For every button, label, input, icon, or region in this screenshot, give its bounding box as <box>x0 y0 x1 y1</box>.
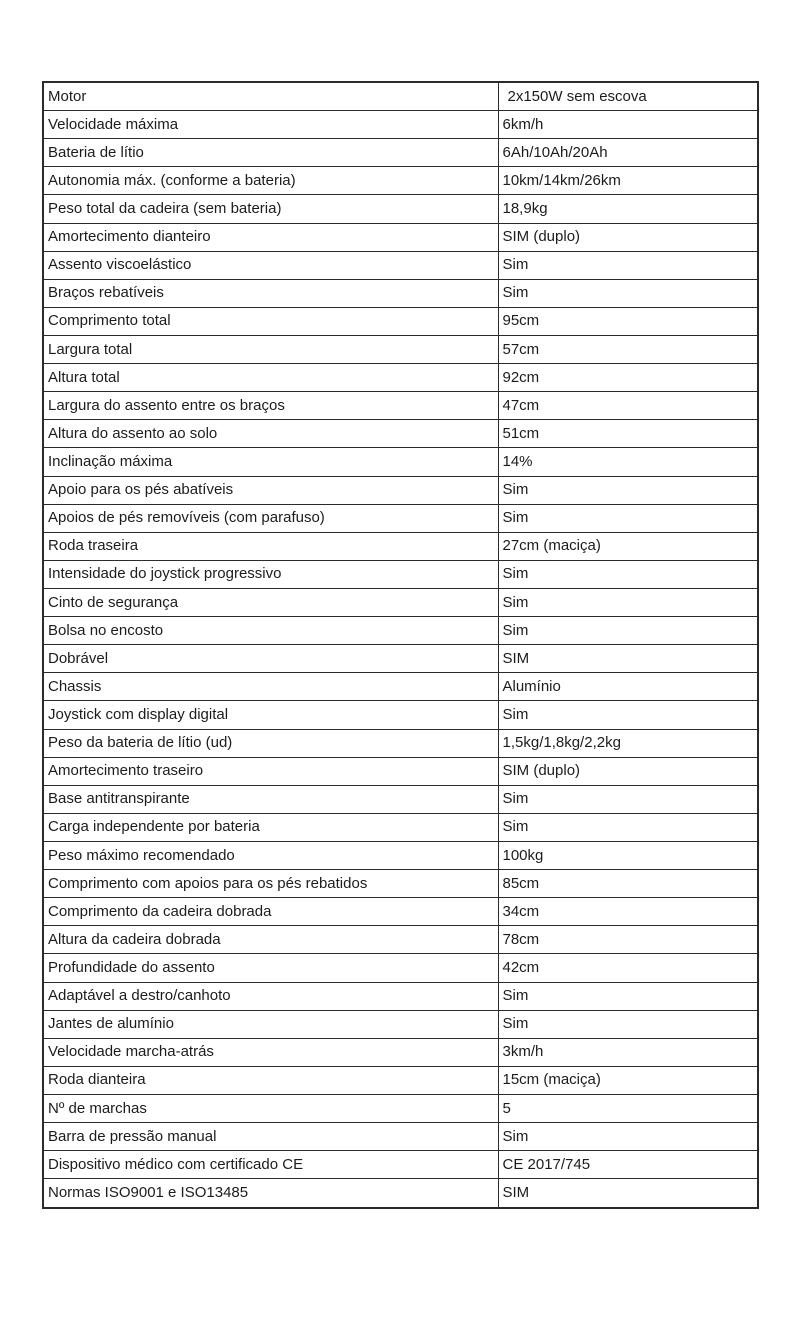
spec-label: Apoio para os pés abatíveis <box>43 476 498 504</box>
table-row <box>43 898 758 926</box>
spec-label: Bateria de lítio <box>43 139 498 167</box>
spec-value: Sim <box>498 1010 758 1038</box>
table-row <box>43 420 758 448</box>
spec-label: Base antitranspirante <box>43 785 498 813</box>
table-row <box>43 588 758 616</box>
table-row <box>43 504 758 532</box>
spec-value: Sim <box>498 617 758 645</box>
table-row <box>43 392 758 420</box>
table-row <box>43 251 758 279</box>
spec-value: Sim <box>498 588 758 616</box>
table-row <box>43 982 758 1010</box>
spec-table <box>42 81 759 1209</box>
spec-value: Sim <box>498 251 758 279</box>
table-row <box>43 560 758 588</box>
table-row <box>43 1094 758 1122</box>
spec-value: Sim <box>498 813 758 841</box>
spec-label: Peso máximo recomendado <box>43 841 498 869</box>
spec-value: SIM (duplo) <box>498 223 758 251</box>
table-row <box>43 645 758 673</box>
spec-label: Dispositivo médico com certificado CE <box>43 1151 498 1179</box>
spec-label: Motor <box>43 82 498 111</box>
spec-value: 57cm <box>498 336 758 364</box>
spec-label: Velocidade marcha-atrás <box>43 1038 498 1066</box>
spec-value: Alumínio <box>498 673 758 701</box>
spec-value: 51cm <box>498 420 758 448</box>
spec-label: Largura total <box>43 336 498 364</box>
spec-label: Normas ISO9001 e ISO13485 <box>43 1179 498 1208</box>
table-row <box>43 139 758 167</box>
spec-value: 15cm (maciça) <box>498 1066 758 1094</box>
spec-label: Barra de pressão manual <box>43 1123 498 1151</box>
spec-value: Sim <box>498 476 758 504</box>
spec-label: Autonomia máx. (conforme a bateria) <box>43 167 498 195</box>
table-row <box>43 1066 758 1094</box>
spec-label: Carga independente por bateria <box>43 813 498 841</box>
spec-value: Sim <box>498 701 758 729</box>
spec-value: 6km/h <box>498 111 758 139</box>
spec-value: Sim <box>498 279 758 307</box>
spec-table-body <box>43 82 758 1208</box>
spec-value: 42cm <box>498 954 758 982</box>
spec-value: CE 2017/745 <box>498 1151 758 1179</box>
spec-label: Inclinação máxima <box>43 448 498 476</box>
table-row <box>43 476 758 504</box>
spec-label: Roda traseira <box>43 532 498 560</box>
spec-label: Velocidade máxima <box>43 111 498 139</box>
spec-label: Largura do assento entre os braços <box>43 392 498 420</box>
table-row <box>43 1151 758 1179</box>
table-row <box>43 926 758 954</box>
table-row <box>43 701 758 729</box>
spec-value: SIM <box>498 645 758 673</box>
table-row <box>43 1123 758 1151</box>
spec-label: Altura do assento ao solo <box>43 420 498 448</box>
spec-value: 5 <box>498 1094 758 1122</box>
table-row <box>43 111 758 139</box>
table-row <box>43 1010 758 1038</box>
spec-value: 10km/14km/26km <box>498 167 758 195</box>
spec-label: Intensidade do joystick progressivo <box>43 560 498 588</box>
table-row <box>43 1179 758 1208</box>
spec-value: 95cm <box>498 307 758 335</box>
table-row <box>43 757 758 785</box>
table-row <box>43 813 758 841</box>
spec-label: Nº de marchas <box>43 1094 498 1122</box>
spec-value: 18,9kg <box>498 195 758 223</box>
spec-value: 92cm <box>498 364 758 392</box>
table-row <box>43 954 758 982</box>
spec-value: 85cm <box>498 870 758 898</box>
table-row <box>43 448 758 476</box>
spec-value: 14% <box>498 448 758 476</box>
spec-label: Comprimento com apoios para os pés rebatidos <box>43 870 498 898</box>
spec-value: Sim <box>498 504 758 532</box>
spec-label: Amortecimento traseiro <box>43 757 498 785</box>
spec-label: Comprimento total <box>43 307 498 335</box>
table-row <box>43 279 758 307</box>
spec-label: Apoios de pés removíveis (com parafuso) <box>43 504 498 532</box>
spec-value: 78cm <box>498 926 758 954</box>
table-row <box>43 1038 758 1066</box>
table-row <box>43 729 758 757</box>
table-row <box>43 336 758 364</box>
spec-label: Bolsa no encosto <box>43 617 498 645</box>
table-row <box>43 617 758 645</box>
spec-value: Sim <box>498 1123 758 1151</box>
spec-label: Roda dianteira <box>43 1066 498 1094</box>
spec-label: Adaptável a destro/canhoto <box>43 982 498 1010</box>
spec-value: SIM (duplo) <box>498 757 758 785</box>
spec-label: Altura total <box>43 364 498 392</box>
table-row <box>43 167 758 195</box>
spec-value: SIM <box>498 1179 758 1208</box>
table-row <box>43 223 758 251</box>
spec-label: Peso da bateria de lítio (ud) <box>43 729 498 757</box>
table-row <box>43 785 758 813</box>
spec-label: Altura da cadeira dobrada <box>43 926 498 954</box>
spec-value: 27cm (maciça) <box>498 532 758 560</box>
spec-label: Jantes de alumínio <box>43 1010 498 1038</box>
table-row <box>43 364 758 392</box>
spec-label: Amortecimento dianteiro <box>43 223 498 251</box>
spec-label: Chassis <box>43 673 498 701</box>
table-row <box>43 307 758 335</box>
spec-label: Profundidade do assento <box>43 954 498 982</box>
table-row <box>43 532 758 560</box>
spec-label: Joystick com display digital <box>43 701 498 729</box>
spec-label: Dobrável <box>43 645 498 673</box>
spec-label: Assento viscoelástico <box>43 251 498 279</box>
spec-label: Peso total da cadeira (sem bateria) <box>43 195 498 223</box>
table-row <box>43 673 758 701</box>
table-row <box>43 195 758 223</box>
spec-value: 6Ah/10Ah/20Ah <box>498 139 758 167</box>
spec-value: 100kg <box>498 841 758 869</box>
spec-value: Sim <box>498 982 758 1010</box>
spec-value: Sim <box>498 560 758 588</box>
spec-value: 2x150W sem escova <box>498 82 758 111</box>
spec-value: 3km/h <box>498 1038 758 1066</box>
table-row <box>43 82 758 111</box>
spec-label: Cinto de segurança <box>43 588 498 616</box>
spec-value: Sim <box>498 785 758 813</box>
table-row <box>43 870 758 898</box>
spec-value: 1,5kg/1,8kg/2,2kg <box>498 729 758 757</box>
table-row <box>43 841 758 869</box>
spec-value: 47cm <box>498 392 758 420</box>
spec-label: Braços rebatíveis <box>43 279 498 307</box>
spec-value: 34cm <box>498 898 758 926</box>
spec-label: Comprimento da cadeira dobrada <box>43 898 498 926</box>
